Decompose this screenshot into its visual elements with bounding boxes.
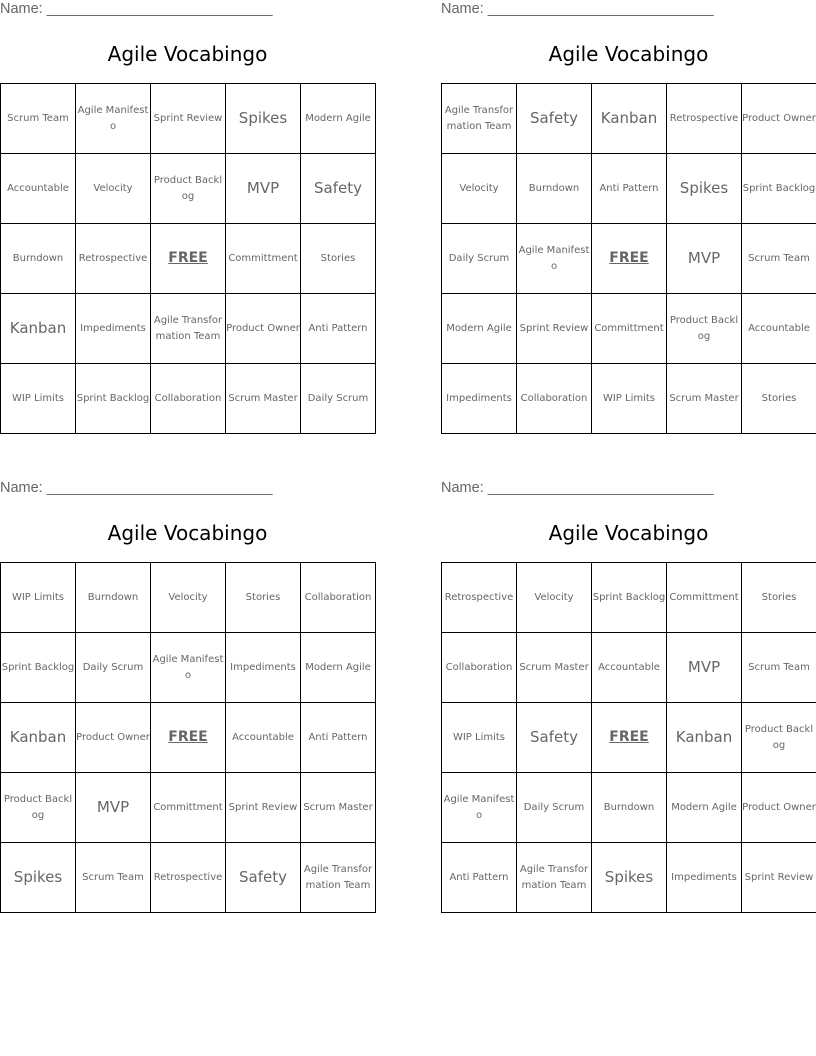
- bingo-cell[interactable]: Velocity: [517, 563, 592, 633]
- bingo-cell[interactable]: Spikes: [1, 843, 76, 913]
- bingo-cell[interactable]: Product Owner: [226, 294, 301, 364]
- free-space[interactable]: FREE: [592, 703, 667, 773]
- grid-row: [442, 364, 816, 434]
- bingo-grid: [0, 562, 376, 913]
- bingo-cell[interactable]: Committment: [667, 563, 742, 633]
- bingo-cell[interactable]: Product Owner: [742, 773, 816, 843]
- bingo-cell[interactable]: MVP: [226, 154, 301, 224]
- bingo-cell[interactable]: Product Backlog: [1, 773, 76, 843]
- bingo-cell[interactable]: Accountable: [742, 294, 816, 364]
- bingo-cell[interactable]: Stories: [301, 224, 376, 294]
- bingo-cell[interactable]: Agile Transformation Team: [517, 843, 592, 913]
- bingo-cell[interactable]: Scrum Master: [517, 633, 592, 703]
- bingo-cell[interactable]: Scrum Team: [1, 84, 76, 154]
- bingo-cell[interactable]: WIP Limits: [592, 364, 667, 434]
- bingo-cell[interactable]: Agile Manifesto: [151, 633, 226, 703]
- bingo-cell[interactable]: Scrum Team: [742, 633, 816, 703]
- bingo-cell[interactable]: Anti Pattern: [442, 843, 517, 913]
- bingo-cell[interactable]: Daily Scrum: [301, 364, 376, 434]
- bingo-cell[interactable]: Daily Scrum: [442, 224, 517, 294]
- bingo-cell[interactable]: Stories: [742, 563, 816, 633]
- bingo-cell[interactable]: Kanban: [667, 703, 742, 773]
- bingo-cell[interactable]: MVP: [667, 633, 742, 703]
- name-field[interactable]: Name: ____________________________: [0, 480, 273, 496]
- bingo-grid: [0, 83, 376, 434]
- grid-row: [442, 294, 816, 364]
- bingo-cell[interactable]: Burndown: [592, 773, 667, 843]
- bingo-cell[interactable]: Product Owner: [76, 703, 151, 773]
- grid-row: [1, 773, 376, 843]
- bingo-cell[interactable]: Agile Manifesto: [517, 224, 592, 294]
- bingo-cell[interactable]: Anti Pattern: [592, 154, 667, 224]
- grid-row: [442, 563, 816, 633]
- bingo-cell[interactable]: Product Backlog: [742, 703, 816, 773]
- name-field[interactable]: Name: ____________________________: [441, 480, 714, 496]
- bingo-cell[interactable]: Sprint Backlog: [1, 633, 76, 703]
- bingo-cell[interactable]: Collaboration: [442, 633, 517, 703]
- bingo-cell[interactable]: Safety: [517, 84, 592, 154]
- bingo-cell[interactable]: Scrum Master: [226, 364, 301, 434]
- bingo-cell[interactable]: Retrospective: [442, 563, 517, 633]
- bingo-cell[interactable]: Agile Manifesto: [442, 773, 517, 843]
- bingo-cell[interactable]: Stories: [226, 563, 301, 633]
- grid-row: [1, 703, 376, 773]
- grid-row: [1, 154, 376, 224]
- bingo-cell[interactable]: MVP: [667, 224, 742, 294]
- bingo-cell[interactable]: Safety: [301, 154, 376, 224]
- grid-row: [442, 224, 816, 294]
- bingo-cell[interactable]: Sprint Review: [226, 773, 301, 843]
- bingo-cell[interactable]: Scrum Team: [76, 843, 151, 913]
- bingo-cell[interactable]: Collaboration: [301, 563, 376, 633]
- free-space[interactable]: FREE: [151, 224, 226, 294]
- grid-row: [1, 843, 376, 913]
- bingo-cell[interactable]: Scrum Team: [742, 224, 816, 294]
- bingo-cell[interactable]: Spikes: [592, 843, 667, 913]
- bingo-cell[interactable]: Scrum Master: [301, 773, 376, 843]
- bingo-grid: [441, 83, 816, 434]
- grid-row: [442, 773, 816, 843]
- bingo-cell[interactable]: Product Backlog: [151, 154, 226, 224]
- bingo-cell[interactable]: Agile Manifesto: [76, 84, 151, 154]
- bingo-cell[interactable]: Burndown: [1, 224, 76, 294]
- bingo-cell[interactable]: Safety: [226, 843, 301, 913]
- bingo-cell[interactable]: Anti Pattern: [301, 703, 376, 773]
- grid-row: [1, 224, 376, 294]
- bingo-cell[interactable]: Retrospective: [667, 84, 742, 154]
- bingo-cell[interactable]: Sprint Backlog: [742, 154, 816, 224]
- bingo-cell[interactable]: Sprint Review: [517, 294, 592, 364]
- bingo-cell[interactable]: Modern Agile: [301, 84, 376, 154]
- bingo-cell[interactable]: Safety: [517, 703, 592, 773]
- bingo-cell[interactable]: Agile Transformation Team: [442, 84, 517, 154]
- grid-row: [1, 294, 376, 364]
- bingo-cell[interactable]: Impediments: [226, 633, 301, 703]
- bingo-cell[interactable]: WIP Limits: [1, 364, 76, 434]
- bingo-cell[interactable]: Spikes: [667, 154, 742, 224]
- bingo-cell[interactable]: Collaboration: [151, 364, 226, 434]
- bingo-cell[interactable]: Velocity: [76, 154, 151, 224]
- grid-row: [1, 633, 376, 703]
- bingo-cell[interactable]: Committment: [151, 773, 226, 843]
- grid-row: [442, 84, 816, 154]
- bingo-cell[interactable]: Sprint Review: [151, 84, 226, 154]
- grid-row: [1, 364, 376, 434]
- free-space[interactable]: FREE: [151, 703, 226, 773]
- card-title: Agile Vocabingo: [548, 42, 709, 66]
- bingo-cell[interactable]: Kanban: [592, 84, 667, 154]
- bingo-cell[interactable]: Collaboration: [517, 364, 592, 434]
- bingo-cell[interactable]: Retrospective: [151, 843, 226, 913]
- bingo-cell[interactable]: Modern Agile: [301, 633, 376, 703]
- name-field[interactable]: Name: ____________________________: [441, 1, 714, 17]
- bingo-cell[interactable]: Accountable: [1, 154, 76, 224]
- bingo-cell[interactable]: Sprint Backlog: [76, 364, 151, 434]
- bingo-cell[interactable]: Modern Agile: [667, 773, 742, 843]
- bingo-cell[interactable]: WIP Limits: [442, 703, 517, 773]
- bingo-cell[interactable]: Burndown: [517, 154, 592, 224]
- bingo-cell[interactable]: Impediments: [667, 843, 742, 913]
- bingo-cell[interactable]: Committment: [592, 294, 667, 364]
- bingo-cell[interactable]: Modern Agile: [442, 294, 517, 364]
- grid-row: [442, 703, 816, 773]
- bingo-cell[interactable]: Impediments: [442, 364, 517, 434]
- bingo-cell[interactable]: Agile Transformation Team: [301, 843, 376, 913]
- card-title: Agile Vocabingo: [107, 521, 268, 545]
- grid-row: [442, 843, 816, 913]
- name-field[interactable]: Name: ____________________________: [0, 1, 273, 17]
- bingo-grid: [441, 562, 816, 913]
- bingo-cell[interactable]: Impediments: [76, 294, 151, 364]
- bingo-cell[interactable]: Kanban: [1, 703, 76, 773]
- bingo-cell[interactable]: Accountable: [226, 703, 301, 773]
- bingo-cell[interactable]: Kanban: [1, 294, 76, 364]
- bingo-cell[interactable]: Anti Pattern: [301, 294, 376, 364]
- bingo-cell[interactable]: Velocity: [442, 154, 517, 224]
- bingo-cell[interactable]: Sprint Review: [742, 843, 816, 913]
- grid-row: [442, 633, 816, 703]
- bingo-cell[interactable]: Product Owner: [742, 84, 816, 154]
- bingo-cell[interactable]: WIP Limits: [1, 563, 76, 633]
- bingo-cell[interactable]: Stories: [742, 364, 816, 434]
- grid-row: [1, 563, 376, 633]
- bingo-cell[interactable]: Retrospective: [76, 224, 151, 294]
- bingo-cell[interactable]: Scrum Master: [667, 364, 742, 434]
- card-title: Agile Vocabingo: [107, 42, 268, 66]
- bingo-cell[interactable]: Accountable: [592, 633, 667, 703]
- bingo-cell[interactable]: MVP: [76, 773, 151, 843]
- bingo-cell[interactable]: Product Backlog: [667, 294, 742, 364]
- bingo-cell[interactable]: Sprint Backlog: [592, 563, 667, 633]
- bingo-cell[interactable]: Burndown: [76, 563, 151, 633]
- bingo-cell[interactable]: Committment: [226, 224, 301, 294]
- bingo-cell[interactable]: Daily Scrum: [76, 633, 151, 703]
- bingo-cell[interactable]: Agile Transformation Team: [151, 294, 226, 364]
- bingo-cell[interactable]: Velocity: [151, 563, 226, 633]
- bingo-cell[interactable]: Daily Scrum: [517, 773, 592, 843]
- free-space[interactable]: FREE: [592, 224, 667, 294]
- card-title: Agile Vocabingo: [548, 521, 709, 545]
- grid-row: [442, 154, 816, 224]
- grid-row: [1, 84, 376, 154]
- bingo-cell[interactable]: Spikes: [226, 84, 301, 154]
